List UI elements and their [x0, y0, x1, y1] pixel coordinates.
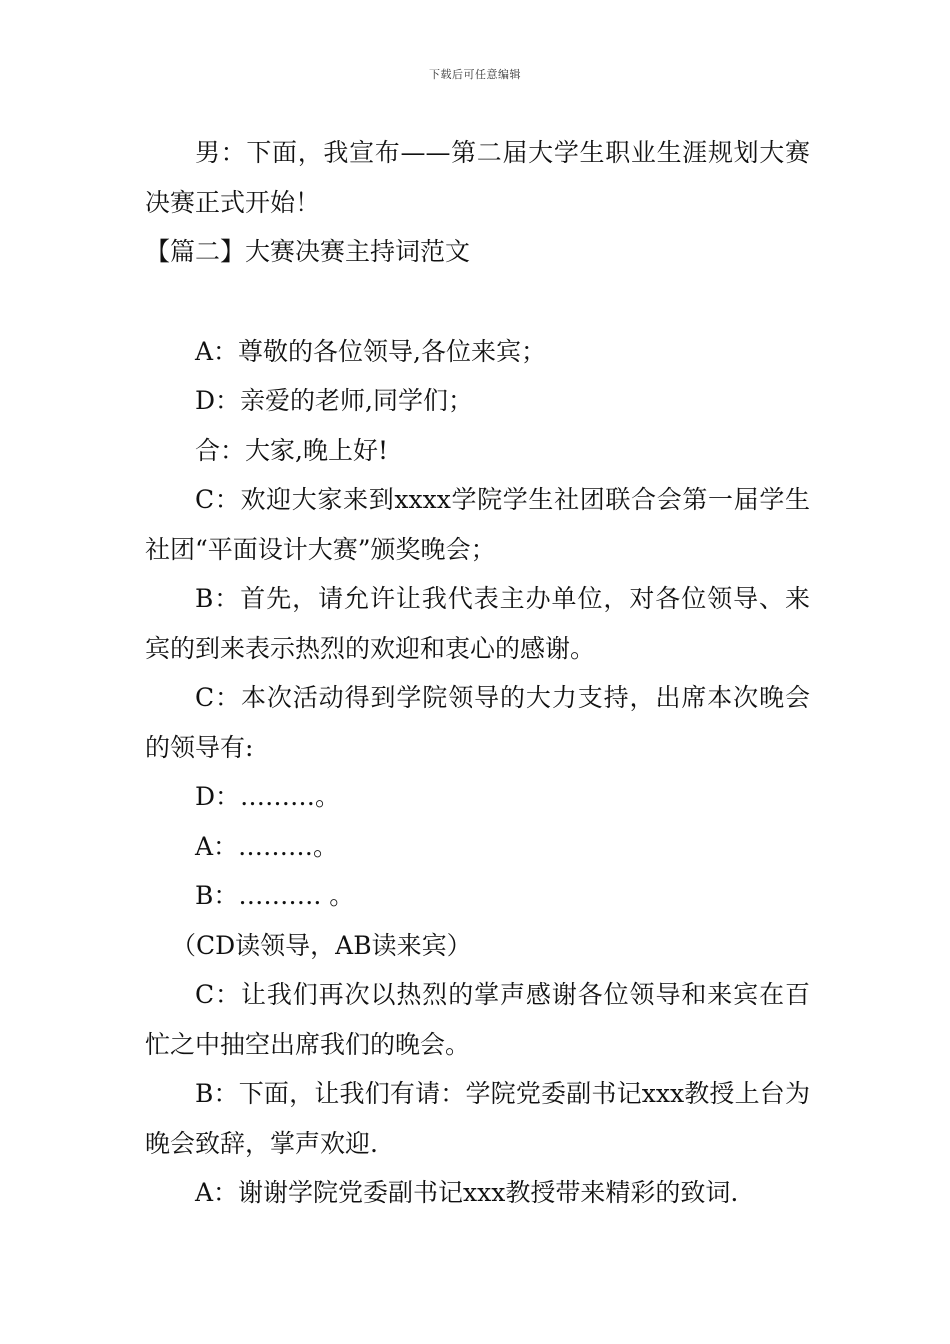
document-body	[145, 128, 810, 1218]
line-b-invite: B：下面，让我们有请：学院党委副书记xxx教授上台为晚会致辞，掌声欢迎.	[145, 1079, 810, 1158]
line-b-thanks: B：首先，请允许让我代表主办单位，对各位领导、来宾的到来表示热烈的欢迎和衷心的感谢。	[145, 584, 810, 663]
line-c-applause: C：让我们再次以热烈的掌声感谢各位领导和来宾在百忙之中抽空出席我们的晚会。	[145, 980, 810, 1059]
line-a-greeting: A：尊敬的各位领导,各位来宾；	[195, 336, 547, 366]
line-a-list: A：………。	[195, 831, 339, 861]
page-header: 下载后可任意编辑	[429, 68, 521, 81]
opening-announcement: 男：下面，我宣布——第二届大学生职业生涯规划大赛决赛正式开始！	[145, 138, 810, 217]
line-b-list: B：………. 。	[195, 881, 355, 910]
line-d-list: D：………。	[195, 782, 341, 811]
line-all-greeting: 合：大家,晚上好!	[195, 435, 388, 465]
line-c-leaders: C：本次活动得到学院领导的大力支持，出席本次晚会的领导有:	[145, 683, 810, 762]
section-heading: 【篇二】大赛决赛主持词范文	[145, 237, 471, 266]
line-c-welcome: C：欢迎大家来到xxxx学院学生社团联合会第一届学生社团“平面设计大赛”颁奖晚会；	[145, 485, 810, 564]
stage-note: （CD读领导，AB读来宾）	[171, 930, 472, 960]
line-a-thanks: A：谢谢学院党委副书记xxx教授带来精彩的致词.	[195, 1178, 739, 1207]
line-d-greeting: D：亲爱的老师,同学们；	[195, 386, 473, 415]
